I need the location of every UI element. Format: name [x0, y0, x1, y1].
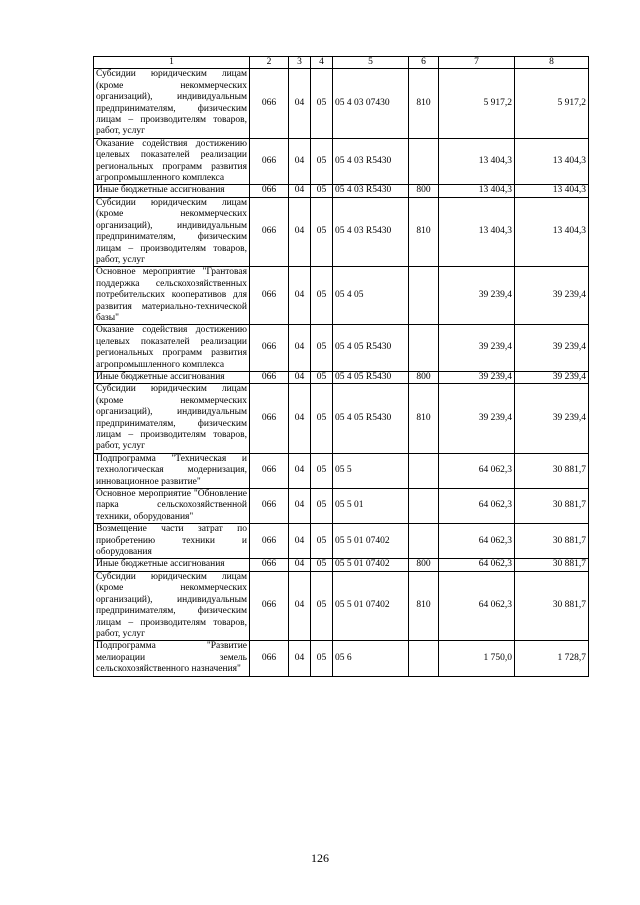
- row-amount-2: 30 881,7: [515, 524, 589, 559]
- row-name: Возмещение части затрат по приобретению техники и оборудования: [94, 524, 250, 559]
- row-expense-type: 800: [409, 559, 439, 571]
- row-target-article: 05 4 03 R5430: [333, 138, 409, 185]
- row-subsection: 05: [311, 453, 333, 488]
- row-amount-1: 64 062,3: [439, 524, 515, 559]
- page-number: 126: [311, 851, 329, 865]
- table-header: [94, 57, 589, 69]
- row-target-article: 05 4 03 R5430: [333, 197, 409, 266]
- row-expense-type: 810: [409, 69, 439, 138]
- row-amount-2: 30 881,7: [515, 559, 589, 571]
- row-ministry-code: 066: [250, 371, 289, 383]
- row-amount-2: 30 881,7: [515, 571, 589, 640]
- row-ministry-code: 066: [250, 384, 289, 453]
- row-expense-type: 800: [409, 185, 439, 197]
- row-expense-type: [409, 325, 439, 372]
- row-target-article: 05 5 01: [333, 489, 409, 524]
- row-ministry-code: 066: [250, 489, 289, 524]
- row-amount-1: 13 404,3: [439, 185, 515, 197]
- row-name: Иные бюджетные ассигнования: [94, 371, 250, 383]
- row-subsection: 05: [311, 267, 333, 325]
- row-section: 04: [289, 453, 311, 488]
- row-section: 04: [289, 489, 311, 524]
- row-name: Подпрограмма "Развитие мелиорации земель сельскохозяйственного назначения": [94, 641, 250, 676]
- row-subsection: 05: [311, 138, 333, 185]
- table-row: [94, 384, 589, 453]
- row-name: Субсидии юридическим лицам (кроме некоммерческих организаций), индивидуальным предпринимателям, физическим лицам – производителям товаров, работ, услуг: [94, 69, 250, 138]
- row-ministry-code: 066: [250, 325, 289, 372]
- row-amount-2: 1 728,7: [515, 641, 589, 676]
- row-amount-2: 30 881,7: [515, 489, 589, 524]
- row-ministry-code: 066: [250, 267, 289, 325]
- row-section: 04: [289, 69, 311, 138]
- row-subsection: 05: [311, 69, 333, 138]
- row-amount-2: 5 917,2: [515, 69, 589, 138]
- row-ministry-code: 066: [250, 138, 289, 185]
- row-amount-2: 13 404,3: [515, 197, 589, 266]
- header-cell-7: 7: [439, 57, 515, 69]
- row-subsection: 05: [311, 384, 333, 453]
- row-name: Подпрограмма "Техническая и технологическая модернизация, инновационное развитие": [94, 453, 250, 488]
- row-subsection: 05: [311, 325, 333, 372]
- row-ministry-code: 066: [250, 524, 289, 559]
- row-target-article: 05 4 05: [333, 267, 409, 325]
- table-row: [94, 489, 589, 524]
- row-ministry-code: 066: [250, 641, 289, 676]
- row-name: Субсидии юридическим лицам (кроме некоммерческих организаций), индивидуальным предпринимателям, физическим лицам – производителям товаров, работ, услуг: [94, 571, 250, 640]
- row-amount-2: 39 239,4: [515, 384, 589, 453]
- row-target-article: 05 6: [333, 641, 409, 676]
- row-section: 04: [289, 571, 311, 640]
- row-expense-type: 810: [409, 197, 439, 266]
- table-row: [94, 453, 589, 488]
- row-section: 04: [289, 641, 311, 676]
- row-subsection: 05: [311, 641, 333, 676]
- row-section: 04: [289, 371, 311, 383]
- table-row: [94, 641, 589, 676]
- row-amount-1: 1 750,0: [439, 641, 515, 676]
- row-section: 04: [289, 267, 311, 325]
- row-amount-1: 64 062,3: [439, 559, 515, 571]
- row-section: 04: [289, 185, 311, 197]
- budget-table: [93, 56, 589, 677]
- header-cell-3: 3: [289, 57, 311, 69]
- row-amount-1: 64 062,3: [439, 489, 515, 524]
- row-amount-1: 39 239,4: [439, 371, 515, 383]
- row-expense-type: 810: [409, 384, 439, 453]
- row-section: 04: [289, 559, 311, 571]
- header-cell-6: 6: [409, 57, 439, 69]
- row-subsection: 05: [311, 559, 333, 571]
- row-expense-type: [409, 138, 439, 185]
- row-amount-2: 39 239,4: [515, 371, 589, 383]
- row-subsection: 05: [311, 571, 333, 640]
- table-row: [94, 267, 589, 325]
- row-name: Оказание содействия достижению целевых показателей реализации региональных программ развития агропромышленного комплекса: [94, 138, 250, 185]
- row-ministry-code: 066: [250, 571, 289, 640]
- row-amount-1: 5 917,2: [439, 69, 515, 138]
- row-target-article: 05 5 01 07402: [333, 559, 409, 571]
- row-amount-1: 39 239,4: [439, 384, 515, 453]
- row-expense-type: [409, 453, 439, 488]
- table-row: [94, 138, 589, 185]
- table-row: [94, 524, 589, 559]
- row-amount-1: 64 062,3: [439, 453, 515, 488]
- header-cell-1: 1: [94, 57, 250, 69]
- row-amount-1: 39 239,4: [439, 267, 515, 325]
- row-section: 04: [289, 384, 311, 453]
- row-section: 04: [289, 524, 311, 559]
- row-section: 04: [289, 325, 311, 372]
- row-target-article: 05 4 05 R5430: [333, 325, 409, 372]
- row-target-article: 05 5: [333, 453, 409, 488]
- row-subsection: 05: [311, 197, 333, 266]
- row-ministry-code: 066: [250, 197, 289, 266]
- row-target-article: 05 4 05 R5430: [333, 384, 409, 453]
- header-cell-2: 2: [250, 57, 289, 69]
- row-subsection: 05: [311, 524, 333, 559]
- row-amount-1: 39 239,4: [439, 325, 515, 372]
- header-cell-5: 5: [333, 57, 409, 69]
- row-amount-2: 30 881,7: [515, 453, 589, 488]
- table-row: [94, 325, 589, 372]
- row-ministry-code: 066: [250, 453, 289, 488]
- row-target-article: 05 4 03 R5430: [333, 185, 409, 197]
- row-section: 04: [289, 197, 311, 266]
- header-cell-4: 4: [311, 57, 333, 69]
- row-amount-2: 39 239,4: [515, 267, 589, 325]
- table-row: [94, 571, 589, 640]
- row-amount-1: 64 062,3: [439, 571, 515, 640]
- row-target-article: 05 5 01 07402: [333, 524, 409, 559]
- table-row: [94, 69, 589, 138]
- row-amount-2: 13 404,3: [515, 138, 589, 185]
- header-cell-8: 8: [515, 57, 589, 69]
- row-name: Оказание содействия достижению целевых показателей реализации региональных программ развития агропромышленного комплекса: [94, 325, 250, 372]
- table-row: [94, 371, 589, 383]
- row-expense-type: [409, 267, 439, 325]
- row-subsection: 05: [311, 489, 333, 524]
- row-target-article: 05 5 01 07402: [333, 571, 409, 640]
- row-section: 04: [289, 138, 311, 185]
- row-amount-2: 13 404,3: [515, 185, 589, 197]
- row-expense-type: [409, 641, 439, 676]
- row-amount-1: 13 404,3: [439, 197, 515, 266]
- table-body: [94, 69, 589, 676]
- table-row: [94, 185, 589, 197]
- row-name: Субсидии юридическим лицам (кроме некоммерческих организаций), индивидуальным предпринимателям, физическим лицам – производителям товаров, работ, услуг: [94, 384, 250, 453]
- row-expense-type: [409, 524, 439, 559]
- row-name: Иные бюджетные ассигнования: [94, 559, 250, 571]
- row-expense-type: 810: [409, 571, 439, 640]
- row-target-article: 05 4 05 R5430: [333, 371, 409, 383]
- row-expense-type: [409, 489, 439, 524]
- table-row: [94, 197, 589, 266]
- row-name: Субсидии юридическим лицам (кроме некоммерческих организаций), индивидуальным предпринимателям, физическим лицам – производителям товаров, работ, услуг: [94, 197, 250, 266]
- row-subsection: 05: [311, 371, 333, 383]
- row-amount-1: 13 404,3: [439, 138, 515, 185]
- header-row: [94, 57, 589, 69]
- row-subsection: 05: [311, 185, 333, 197]
- row-ministry-code: 066: [250, 185, 289, 197]
- table-row: [94, 559, 589, 571]
- row-amount-2: 39 239,4: [515, 325, 589, 372]
- row-expense-type: 800: [409, 371, 439, 383]
- row-name: Основное мероприятие "Грантовая поддержка сельскохозяйственных потребительских кооперативов для развития материально-технической базы": [94, 267, 250, 325]
- row-target-article: 05 4 03 07430: [333, 69, 409, 138]
- row-name: Иные бюджетные ассигнования: [94, 185, 250, 197]
- row-ministry-code: 066: [250, 559, 289, 571]
- row-name: Основное мероприятие "Обновление парка сельскохозяйственной техники, оборудования": [94, 489, 250, 524]
- row-ministry-code: 066: [250, 69, 289, 138]
